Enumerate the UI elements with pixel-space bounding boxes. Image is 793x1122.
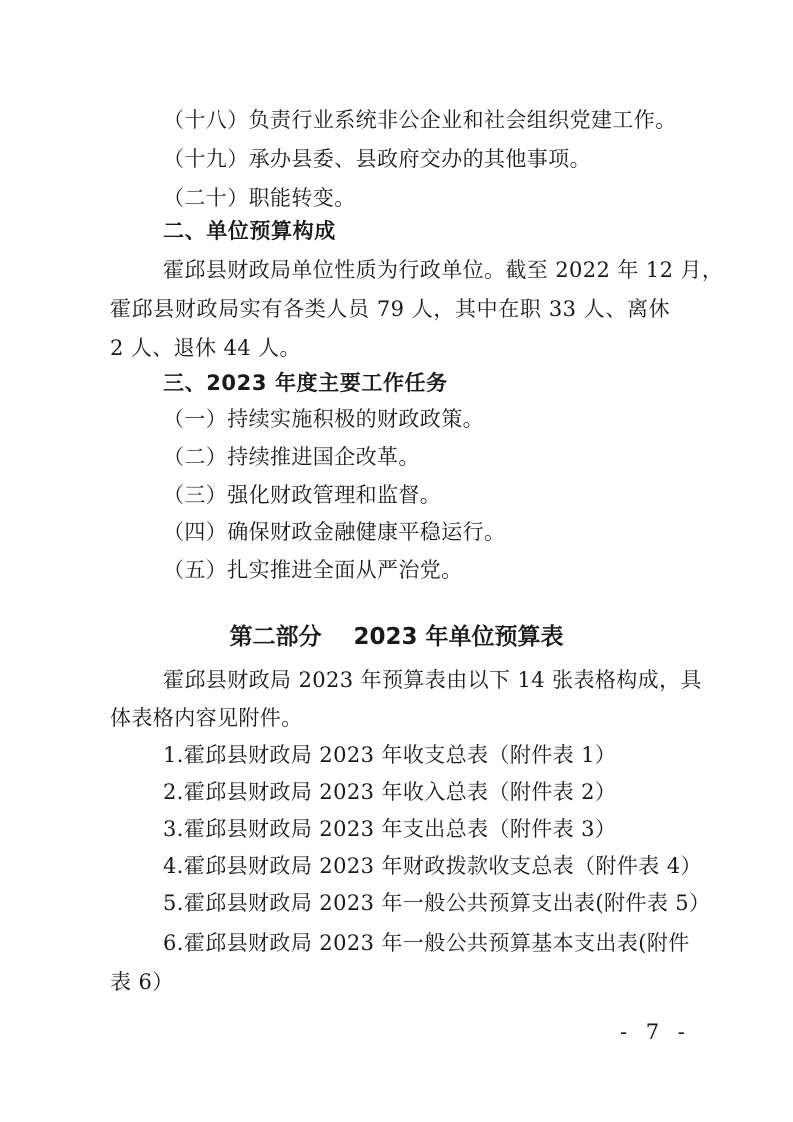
attachment-item-6: 6.霍邱县财政局 2023 年一般公共预算基本支出表(附件 xyxy=(163,931,690,955)
tables-intro-line-1: 霍邱县财政局 2023 年预算表由以下 14 张表格构成，具 xyxy=(163,668,702,692)
section-heading-budget-structure: 二、单位预算构成 xyxy=(163,219,336,243)
attachment-item-3: 3.霍邱县财政局 2023 年支出总表（附件表 3） xyxy=(163,817,617,841)
budget-structure-line-3: 2 人、退休 44 人。 xyxy=(110,336,301,360)
attachment-item-4: 4.霍邱县财政局 2023 年财政拨款收支总表（附件表 4） xyxy=(163,854,702,878)
duty-item-19: （十九）承办县委、县政府交办的其他事项。 xyxy=(163,147,591,171)
attachment-item-2: 2.霍邱县财政局 2023 年收入总表（附件表 2） xyxy=(163,780,617,804)
task-item-5: （五）扎实推进全面从严治党。 xyxy=(163,558,463,582)
section-heading-main-tasks: 三、2023 年度主要工作任务 xyxy=(163,371,448,395)
budget-structure-line-2: 霍邱县财政局实有各类人员 79 人，其中在职 33 人、离休 xyxy=(110,297,670,321)
tables-intro-line-2: 体表格内容见附件。 xyxy=(110,706,303,730)
duty-item-18: （十八）负责行业系统非公企业和社会组织党建工作。 xyxy=(163,108,677,132)
budget-structure-line-1: 霍邱县财政局单位性质为行政单位。截至 2022 年 12 月， xyxy=(163,258,724,282)
task-item-2: （二）持续推进国企改革。 xyxy=(163,445,420,469)
duty-item-20: （二十）职能转变。 xyxy=(163,186,356,210)
part-two-title: 第二部分 2023 年单位预算表 xyxy=(229,624,564,650)
attachment-item-6-continued: 表 6） xyxy=(110,970,174,994)
page-number: - 7 - xyxy=(620,1020,691,1044)
attachment-item-1: 1.霍邱县财政局 2023 年收支总表（附件表 1） xyxy=(163,743,617,767)
task-item-1: （一）持续实施积极的财政政策。 xyxy=(163,407,484,431)
task-item-3: （三）强化财政管理和监督。 xyxy=(163,483,442,507)
task-item-4: （四）确保财政金融健康平稳运行。 xyxy=(163,520,506,544)
attachment-item-5: 5.霍邱县财政局 2023 年一般公共预算支出表(附件表 5） xyxy=(163,891,711,915)
